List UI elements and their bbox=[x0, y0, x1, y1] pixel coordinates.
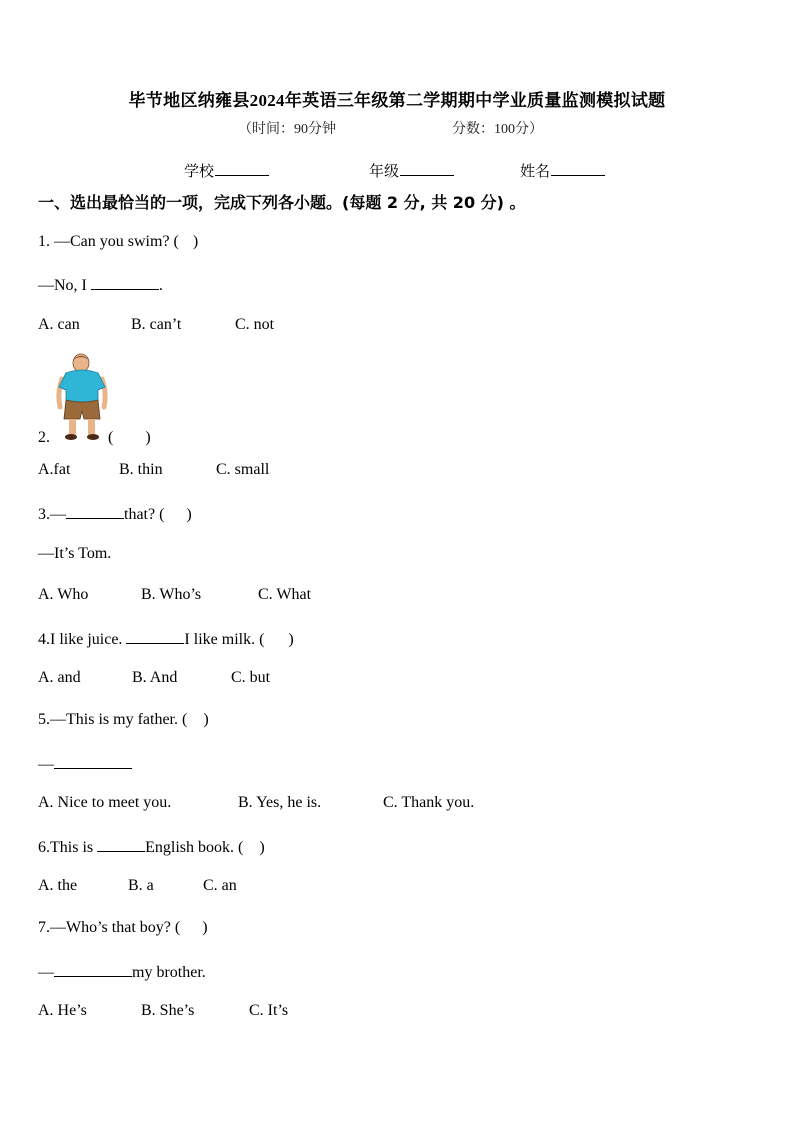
grade-line[interactable] bbox=[400, 161, 454, 176]
answer-blank[interactable] bbox=[126, 628, 184, 644]
question-2 bbox=[38, 424, 151, 447]
school-label: 学校 bbox=[184, 164, 215, 180]
option-7c[interactable]: C. It’s bbox=[249, 1002, 289, 1019]
section-heading: 一、选出最恰当的一项，完成下列各小题。(每题 2 分, 共 20 分) 。 bbox=[38, 193, 526, 212]
question-7-text: 7.—Who’s that boy? ( bbox=[38, 919, 181, 936]
option-7a[interactable]: A. He’s bbox=[38, 1002, 87, 1019]
answer-blank[interactable] bbox=[54, 961, 132, 977]
exam-score: 分数：100分） bbox=[452, 122, 543, 137]
grade-label: 年级 bbox=[369, 164, 400, 180]
question-6-paren: ) bbox=[259, 839, 265, 856]
question-6-text: 6.This is bbox=[38, 839, 94, 856]
question-1-answer-end: . bbox=[158, 277, 163, 294]
question-5-paren: ) bbox=[203, 711, 209, 728]
option-5a[interactable]: A. Nice to meet you. bbox=[38, 794, 172, 811]
question-5-text: 5.—This is my father. ( bbox=[38, 711, 188, 728]
question-5 bbox=[38, 711, 209, 729]
grade-field bbox=[369, 160, 454, 181]
question-3-answer: —It’s Tom. bbox=[38, 545, 112, 562]
option-5b[interactable]: B. Yes, he is. bbox=[238, 794, 322, 811]
question-7-paren: ) bbox=[202, 919, 208, 936]
option-6a[interactable]: A. the bbox=[38, 877, 78, 894]
option-1a[interactable]: A. can bbox=[38, 316, 80, 333]
question-2-number: 2. bbox=[38, 429, 50, 446]
answer-blank[interactable] bbox=[97, 836, 145, 852]
option-3a[interactable]: A. Who bbox=[38, 586, 89, 603]
page-title: 毕节地区纳雍县2024年英语三年级第二学期期中学业质量监测模拟试题 bbox=[128, 91, 666, 110]
question-5-dash: — bbox=[38, 756, 54, 773]
exam-time: （时间：90分钟 bbox=[238, 122, 336, 137]
question-1 bbox=[38, 233, 198, 251]
option-2c[interactable]: C. small bbox=[216, 461, 270, 478]
option-3b[interactable]: B. Who’s bbox=[141, 586, 202, 603]
name-line[interactable] bbox=[551, 161, 605, 176]
option-2b[interactable]: B. thin bbox=[119, 461, 163, 478]
question-3-number: 3.— bbox=[38, 506, 66, 523]
question-4-text: 4.I like juice. bbox=[38, 631, 123, 648]
option-1b[interactable]: B. can’t bbox=[131, 316, 182, 333]
name-field bbox=[520, 160, 605, 181]
question-7 bbox=[38, 919, 208, 937]
question-3-text: that? ( bbox=[124, 506, 165, 523]
option-4c[interactable]: C. but bbox=[231, 669, 271, 686]
answer-blank[interactable] bbox=[54, 753, 132, 769]
question-1-text: 1. —Can you swim? ( bbox=[38, 233, 179, 250]
option-6b[interactable]: B. a bbox=[128, 877, 154, 894]
answer-blank[interactable] bbox=[91, 274, 159, 290]
option-4a[interactable]: A. and bbox=[38, 669, 81, 686]
question-3 bbox=[38, 503, 192, 524]
school-line[interactable] bbox=[215, 161, 269, 176]
option-4b[interactable]: B. And bbox=[132, 669, 178, 686]
option-2a[interactable]: A.fat bbox=[38, 461, 71, 478]
question-6-text2: English book. ( bbox=[145, 839, 244, 856]
question-1-answer-text: —No, I bbox=[38, 277, 87, 294]
question-6 bbox=[38, 836, 265, 857]
question-4 bbox=[38, 628, 294, 649]
name-label: 姓名 bbox=[520, 164, 551, 180]
question-4-paren: ) bbox=[288, 631, 294, 648]
option-6c[interactable]: C. an bbox=[203, 877, 237, 894]
question-5-answer bbox=[38, 753, 132, 774]
option-5c[interactable]: C. Thank you. bbox=[383, 794, 475, 811]
question-7-dash: — bbox=[38, 964, 54, 981]
option-3c[interactable]: C. What bbox=[258, 586, 312, 603]
school-field bbox=[184, 160, 269, 181]
question-7-answer-text: my brother. bbox=[132, 964, 206, 981]
question-1-answer bbox=[38, 274, 163, 295]
answer-blank[interactable] bbox=[66, 503, 124, 519]
question-3-paren: ) bbox=[186, 506, 192, 523]
option-1c[interactable]: C. not bbox=[235, 316, 275, 333]
option-7b[interactable]: B. She’s bbox=[141, 1002, 195, 1019]
question-2-paren: ( ) bbox=[108, 429, 151, 446]
question-7-answer bbox=[38, 961, 206, 982]
question-4-text2: I like milk. ( bbox=[184, 631, 265, 648]
question-1-paren: ) bbox=[192, 233, 199, 250]
